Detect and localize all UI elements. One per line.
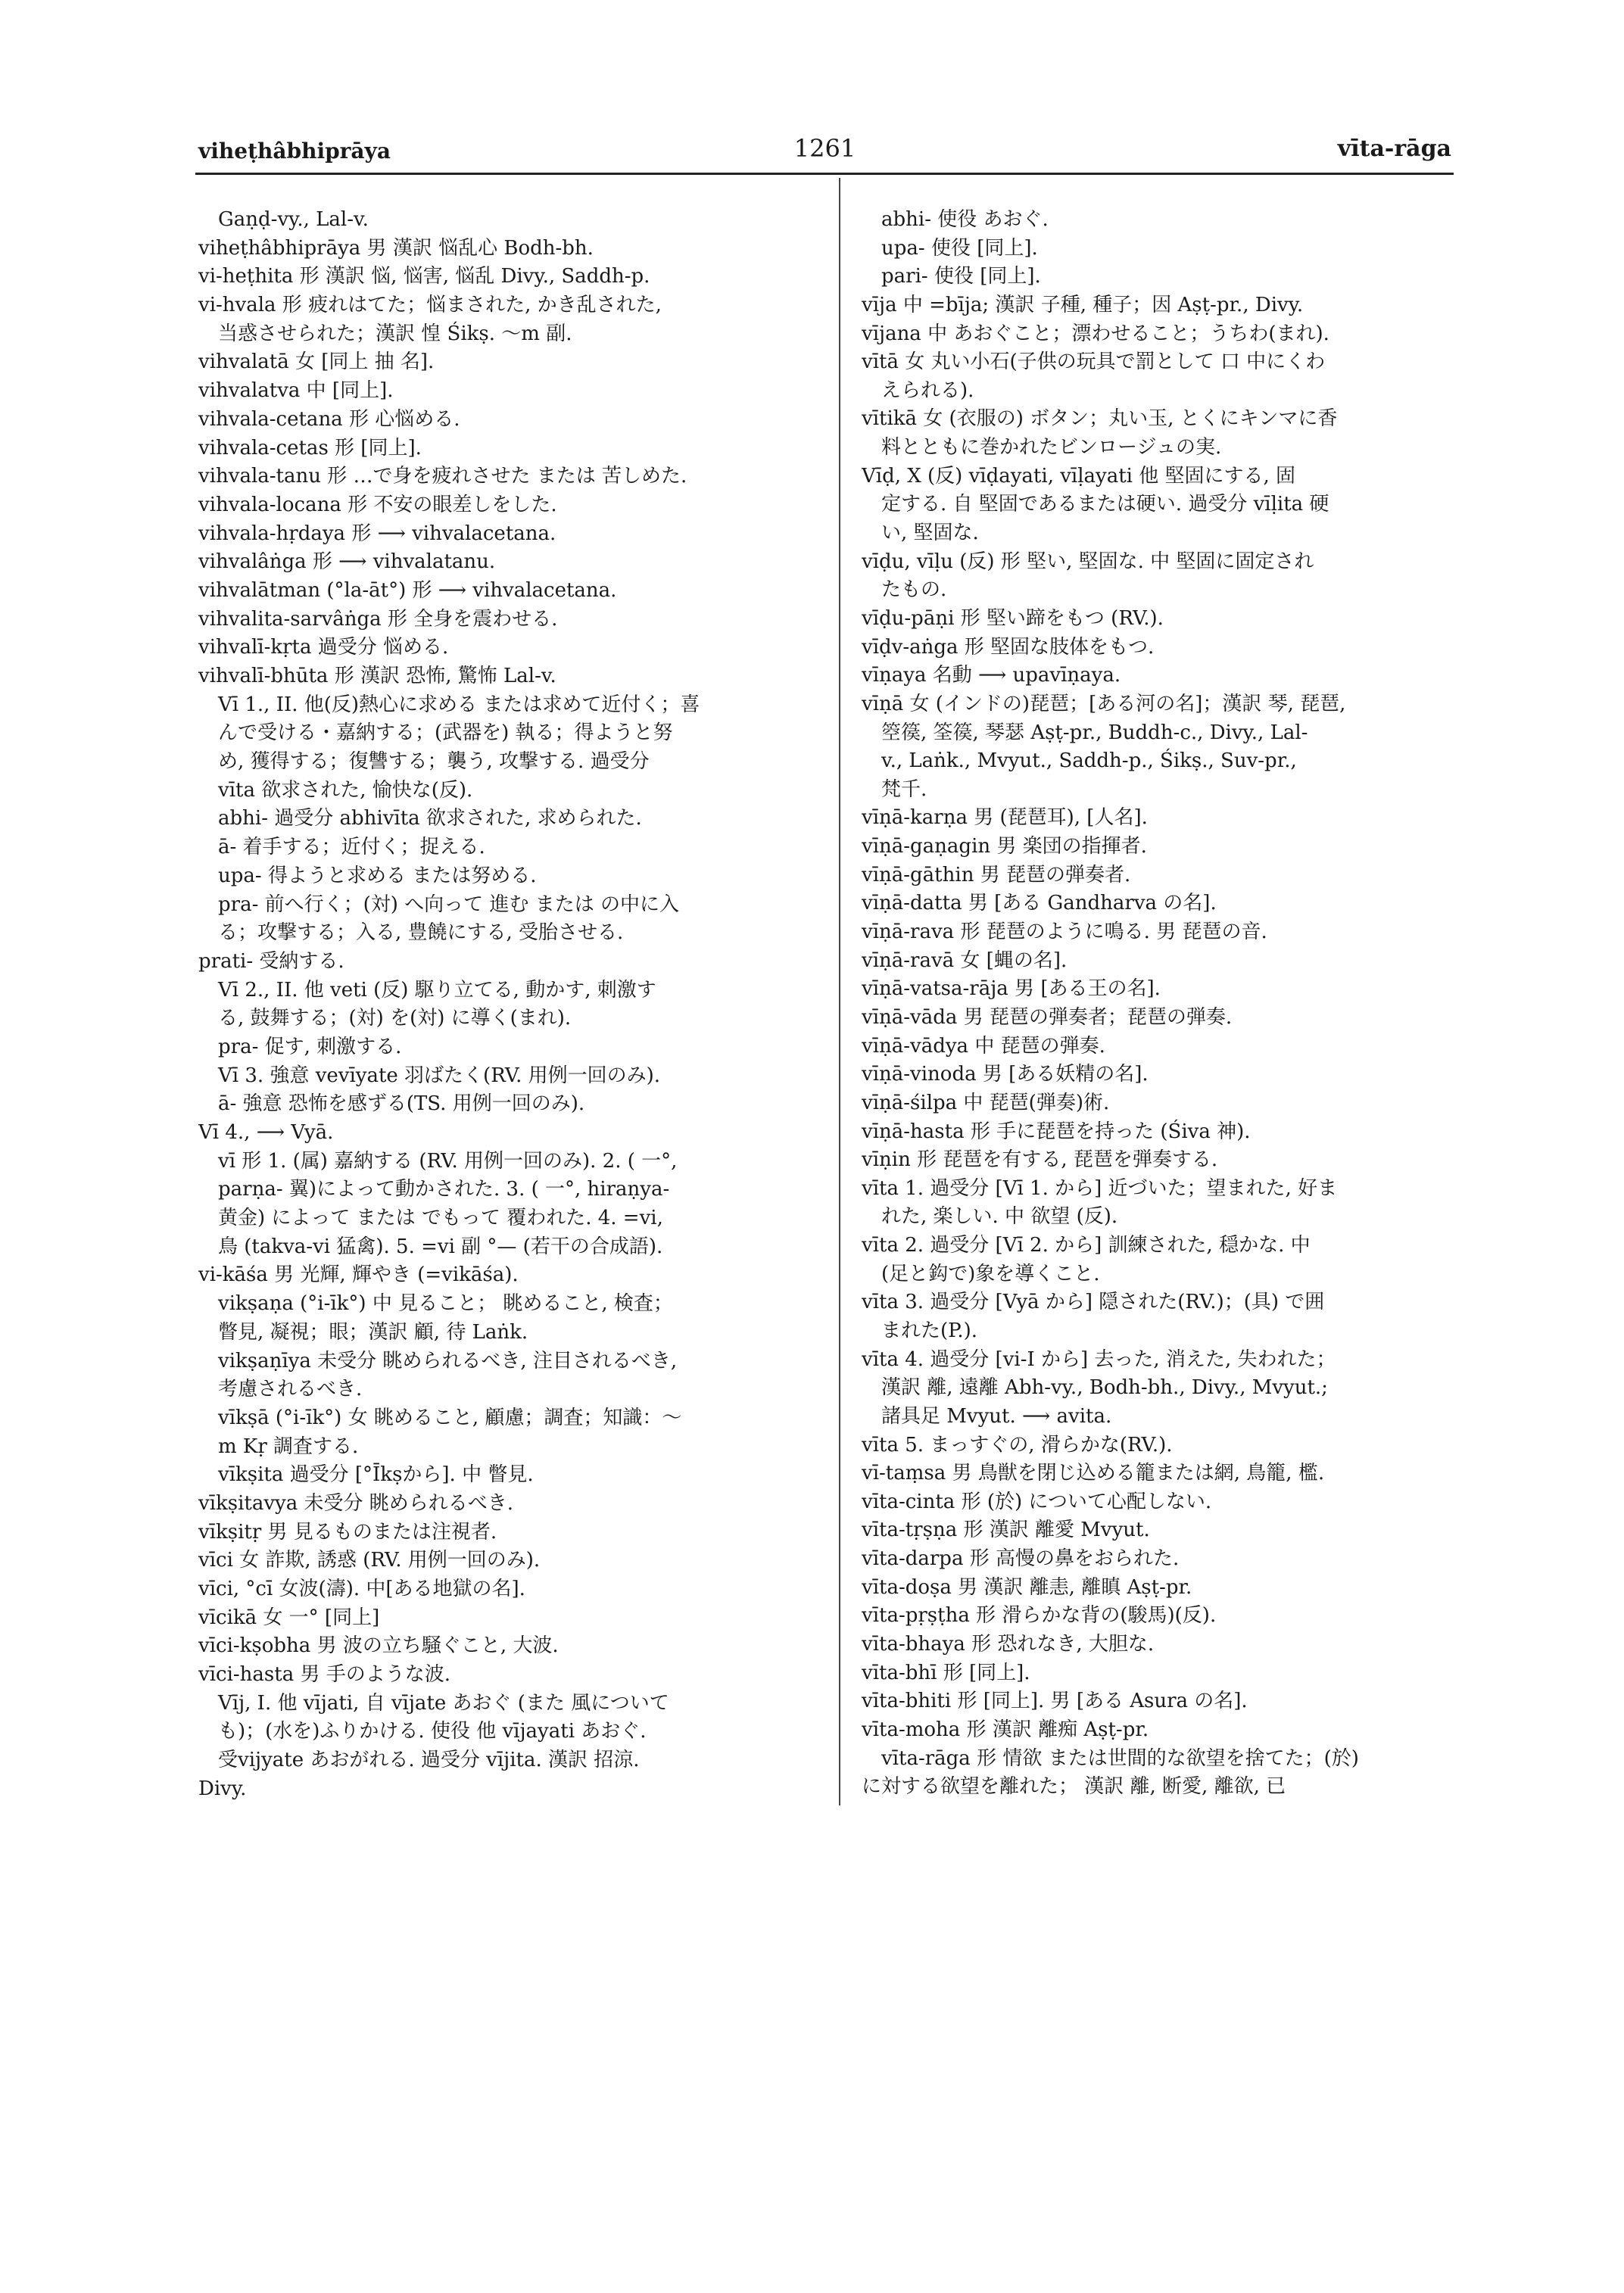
- dictionary-line: vīta-pṛṣṭha 形 滑らかな背の(駿馬)(反).: [862, 1604, 1217, 1628]
- dictionary-line: 定する. 自 堅固であるまたは硬い. 過受分 vīḷita 硬: [881, 493, 1329, 516]
- dictionary-line: vīci, °cī 女波(濤). 中[ある地獄の名].: [198, 1578, 525, 1600]
- dictionary-line: vihvala-hṛdaya 形 ⟶ vihvalacetana.: [198, 522, 556, 545]
- dictionary-line: Vī 3. 強意 vevīyate 羽ばたく(RV. 用例一回のみ).: [218, 1064, 661, 1087]
- dictionary-line: vīta-doṣa 男 漢訳 離恚, 離瞋 Aṣṭ-pr.: [862, 1575, 1192, 1599]
- dictionary-line: m Kṛ 調査する.: [218, 1435, 359, 1458]
- dictionary-line: vītikā 女 (衣服の) ボタン；丸い玉, とくにキンマに香: [862, 407, 1338, 431]
- dictionary-line: 瞥見, 凝視；眼；漢訳 顧, 待 Laṅk.: [218, 1320, 528, 1344]
- dictionary-line: Vīḍ, X (反) vīḍayati, vīḷayati 他 堅固にする, 固: [862, 464, 1296, 488]
- dictionary-line: pra- 促す, 刺激する.: [218, 1035, 402, 1058]
- dictionary-line: vīci-hasta 男 手のような波.: [198, 1663, 450, 1687]
- dictionary-line: upa- 得ようと求める または努める.: [218, 864, 537, 887]
- dictionary-line: vihvalatā 女 [同上 抽 名].: [198, 350, 435, 374]
- dictionary-line: も)；(水を)ふりかける. 使役 他 vījayati あおぐ.: [218, 1720, 647, 1743]
- dictionary-line: 料とともに巻かれたビンロージュの実.: [881, 436, 1222, 460]
- dictionary-line: vīṇaya 名動 ⟶ upavīṇaya.: [862, 664, 1121, 687]
- dictionary-line: vihvalatva 中 [同上].: [198, 379, 394, 403]
- dictionary-line: abhi- 使役 あおぐ.: [881, 208, 1049, 231]
- dictionary-line: vīṇā-rava 形 琵琶のように鳴る. 男 琵琶の音.: [862, 921, 1267, 944]
- dictionary-line: vīkṣitṛ 男 見るものまたは注視者.: [198, 1520, 497, 1544]
- dictionary-line: vīkṣitavya 未受分 眺められるべき.: [198, 1491, 514, 1515]
- dictionary-line: vīṇā-vādya 中 琵琶の弾奏.: [862, 1034, 1105, 1058]
- dictionary-line: vīta-bhī 形 [同上].: [862, 1661, 1030, 1684]
- dictionary-line: vīṇā-hasta 形 手に琵琶を持った (Śiva 神).: [862, 1120, 1251, 1143]
- dictionary-line: vi-hvala 形 疲れはてた；悩まされた, かき乱された,: [198, 294, 662, 317]
- dictionary-line: vīḍu-pāṇi 形 堅い蹄をもつ (RV.).: [862, 606, 1164, 630]
- dictionary-line: vīṇā-vāda 男 琵琶の弾奏者；琵琶の弾奏.: [862, 1005, 1233, 1029]
- dictionary-line: vīṇā-ravā 女 [蝿の名].: [862, 949, 1068, 972]
- dictionary-line: Vī 1., II. 他(反)熱心に求める または求めて近付く；喜: [218, 693, 700, 716]
- page-header: [198, 132, 1451, 170]
- page-number: 1261: [793, 134, 856, 163]
- dictionary-line: る；攻撃する；入る, 豊饒にする, 受胎させる.: [218, 921, 624, 945]
- dictionary-line: vīṇā-datta 男 [ある Gandharva の名].: [862, 892, 1217, 915]
- dictionary-line: vīta 2. 過受分 [Vī 2. から] 訓練された, 穏かな. 中: [862, 1234, 1311, 1257]
- dictionary-line: vihvalâṅga 形 ⟶ vihvalatanu.: [198, 550, 496, 574]
- dictionary-line: Vī 2., II. 他 veti (反) 駆り立てる, 動かす, 刺激す: [218, 978, 656, 1002]
- dictionary-line: vīḍv-aṅga 形 堅固な肢体をもつ.: [862, 635, 1155, 659]
- dictionary-line: vīkṣita 過受分 [°Īkṣから]. 中 瞥見.: [218, 1463, 534, 1487]
- dictionary-line: vīṇā-vinoda 男 [ある妖精の名].: [862, 1063, 1149, 1086]
- dictionary-line: め, 獲得する；復讐する；襲う, 攻撃する. 過受分: [218, 750, 650, 774]
- dictionary-line: vīṇā-śilpa 中 琵琶(弾奏)術.: [862, 1091, 1110, 1114]
- dictionary-line: vihvalī-kṛta 過受分 悩める.: [198, 636, 449, 659]
- dictionary-line: vīṇā 女 (インドの)琵琶；[ある河の名]；漢訳 琴, 琵琶,: [862, 692, 1346, 715]
- dictionary-line: vīta-tṛṣṇa 形 漢訳 離愛 Mvyut.: [862, 1519, 1150, 1542]
- dictionary-line: vīta-moha 形 漢訳 離痴 Aṣṭ-pr.: [862, 1718, 1149, 1741]
- dictionary-line: vihvala-tanu 形 …で身を疲れさせた または 苦しめた.: [198, 465, 687, 488]
- dictionary-line: vī 形 1. (属) 嘉納する (RV. 用例一回のみ). 2. ( 一°,: [218, 1149, 678, 1173]
- dictionary-line: vīta 3. 過受分 [Vyā から] 隠された(RV.)；(具) で囲: [862, 1291, 1325, 1314]
- dictionary-line: 諸具足 Mvyut. ⟶ avita.: [881, 1404, 1112, 1428]
- dictionary-line: vīṇā-gāthin 男 琵琶の弾奏者.: [862, 863, 1131, 886]
- dictionary-line: えられる).: [881, 379, 974, 402]
- dictionary-line: vīta-cinta 形 (於) について心配しない.: [862, 1490, 1212, 1513]
- dictionary-line: prati- 受納する.: [198, 949, 344, 973]
- dictionary-line: Vī 4., ⟶ Vyā.: [198, 1121, 334, 1144]
- dictionary-line: v., Laṅk., Mvyut., Saddh-p., Śikṣ., Suv-pr.,: [881, 749, 1297, 773]
- dictionary-line: Vīj, I. 他 vījati, 自 vījate あおぐ (また 風について: [218, 1691, 669, 1715]
- dictionary-line: る, 鼓舞する；(対) を(対) に導く(まれ).: [218, 1007, 572, 1030]
- dictionary-line: vīta-bhiti 形 [同上]. 男 [ある Asura の名].: [862, 1690, 1248, 1713]
- right-column: [862, 206, 1454, 1802]
- dictionary-line: Divy.: [198, 1777, 247, 1800]
- dictionary-line: vīṇā-karṇa 男 (琵琶耳), [人名].: [862, 806, 1148, 830]
- dictionary-line: vīci-kṣobha 男 波の立ち騒ぐこと, 大波.: [198, 1634, 559, 1658]
- dictionary-line: vīci 女 詐欺, 誘惑 (RV. 用例一回のみ).: [198, 1549, 541, 1572]
- dictionary-line: vihvala-cetas 形 [同上].: [198, 436, 422, 460]
- dictionary-line: 当惑させられた；漢訳 惶 Śikṣ. ～m 副.: [218, 322, 572, 345]
- dictionary-line: 受vijyate あおがれる. 過受分 vījita. 漢訳 招涼.: [218, 1749, 640, 1772]
- dictionary-line: 箜篌, 筌篌, 琴瑟 Aṣṭ-pr., Buddh-c., Divy., Lal-: [881, 721, 1308, 744]
- dictionary-line: vīṇā-gaṇagin 男 楽団の指揮者.: [862, 835, 1147, 858]
- dictionary-line: vīta-bhaya 形 恐れなき, 大胆な.: [862, 1633, 1155, 1656]
- dictionary-line: まれた(P.).: [881, 1319, 978, 1342]
- dictionary-line: abhi- 過受分 abhivīta 欲求された, 求められた.: [218, 807, 642, 830]
- dictionary-line: vīcikā 女 一° [同上]: [198, 1606, 380, 1629]
- dictionary-line: vīta 1. 過受分 [Vī 1. から] 近づいた；望まれた, 好ま: [862, 1176, 1338, 1200]
- dictionary-line: 鳥 (takva-vi 猛禽). 5. =vi 副 °— (若干の合成語).: [218, 1235, 663, 1258]
- dictionary-line: 考慮されるべき.: [218, 1378, 363, 1401]
- dictionary-line: 漢訳 離, 遠離 Abh-vy., Bodh-bh., Divy., Mvyut.;: [881, 1376, 1328, 1400]
- dictionary-line: pari- 使役 [同上].: [881, 265, 1041, 288]
- dictionary-line: viheṭhâbhiprāya 男 漢訳 悩乱心 Bodh-bh.: [198, 236, 594, 260]
- dictionary-line: parṇa- 翼)によって動かされた. 3. ( 一°, hiraṇya-: [218, 1178, 670, 1201]
- header-rule: [195, 173, 1454, 175]
- dictionary-line: vīja 中 =bīja; 漢訳 子種, 種子；因 Aṣṭ-pr., Divy.: [862, 293, 1304, 316]
- dictionary-line: vī-taṃsa 男 鳥獣を閉じ込める籠または網, 鳥籠, 檻.: [862, 1462, 1325, 1485]
- dictionary-line: ā- 強意 恐怖を感ずる(TS. 用例一回のみ).: [218, 1092, 585, 1116]
- dictionary-line: たもの.: [881, 578, 947, 602]
- left-column: [198, 206, 819, 1804]
- dictionary-line: 黄金) によって または でもって 覆われた. 4. =vi,: [218, 1207, 663, 1230]
- dictionary-line: vītā 女 丸い小石(子供の玩具で罰として 口 中にくわ: [862, 350, 1326, 374]
- dictionary-line: 梵千.: [881, 777, 927, 801]
- dictionary-line: vīta 5. まっすぐの, 滑らかな(RV.).: [862, 1433, 1173, 1456]
- dictionary-line: vihvalita-sarvâṅga 形 全身を震わせる.: [198, 607, 558, 631]
- dictionary-line: vi-heṭhita 形 漢訳 悩, 悩害, 悩乱 Divy., Saddh-p.: [198, 265, 650, 288]
- dictionary-line: vīta 欲求された, 愉快な(反).: [218, 778, 473, 802]
- dictionary-line: vi-kāśa 男 光輝, 輝やき (=vikāśa).: [198, 1263, 519, 1287]
- dictionary-line: pra- 前へ行く；(対) へ向って 進む または の中に入: [218, 893, 679, 916]
- dictionary-line: い, 堅固な.: [881, 522, 979, 545]
- column-divider: [839, 178, 840, 1805]
- header-left-guide-word: viheṭhâbhiprāya: [198, 139, 391, 164]
- header-right-guide-word: vīta-rāga: [1337, 136, 1451, 162]
- dictionary-line: vīta 4. 過受分 [vi-I から] 去った, 消えた, 失われた；: [862, 1347, 1336, 1371]
- dictionary-line: vihvalātman (°la-āt°) 形 ⟶ vihvalacetana.: [198, 578, 617, 602]
- dictionary-line: vīkṣā (°i-īk°) 女 眺めること, 顧慮；調査；知識：～: [218, 1406, 682, 1429]
- dictionary-line: vihvala-cetana 形 心悩める.: [198, 407, 460, 431]
- dictionary-line: vikṣaṇīya 未受分 眺められるべき, 注目されるべき,: [218, 1349, 678, 1372]
- dictionary-line: vihvala-locana 形 不安の眼差しをした.: [198, 493, 557, 516]
- dictionary-line: vīṇā-vatsa-rāja 男 [ある王の名].: [862, 977, 1161, 1001]
- dictionary-line: vīṇin 形 琵琶を有する, 琵琶を弾奏する.: [862, 1148, 1218, 1172]
- dictionary-line: vījana 中 あおぐこと；漂わせること；うちわ(まれ).: [862, 322, 1329, 345]
- dictionary-line: vihvalī-bhūta 形 漢訳 恐怖, 驚怖 Lal-v.: [198, 665, 556, 687]
- dictionary-line: ā- 着手する；近付く；捉える.: [218, 836, 485, 859]
- dictionary-line: んで受ける・嘉納する；(武器を) 執る；得ようと努: [218, 721, 673, 745]
- dictionary-line: Gaṇḍ-vy., Lal-v.: [218, 208, 369, 231]
- dictionary-line: vīta-rāga 形 情欲 または世間的な欲望を捨てた；(於): [881, 1746, 1359, 1770]
- dictionary-line: (足と鈎で)象を導くこと.: [881, 1262, 1100, 1285]
- dictionary-line: vikṣaṇa (°i-īk°) 中 見ること； 眺めること, 検査；: [218, 1292, 673, 1316]
- dictionary-line: vīḍu, vīḷu (反) 形 堅い, 堅固な. 中 堅固に固定され: [862, 550, 1314, 573]
- dictionary-line: vīta-darpa 形 高慢の鼻をおられた.: [862, 1547, 1180, 1571]
- dictionary-line: upa- 使役 [同上].: [881, 236, 1038, 260]
- dictionary-line: に対する欲望を離れた； 漢訳 離, 断愛, 離欲, 已: [862, 1775, 1286, 1799]
- dictionary-line: れた, 楽しい. 中 欲望 (反).: [881, 1205, 1118, 1229]
